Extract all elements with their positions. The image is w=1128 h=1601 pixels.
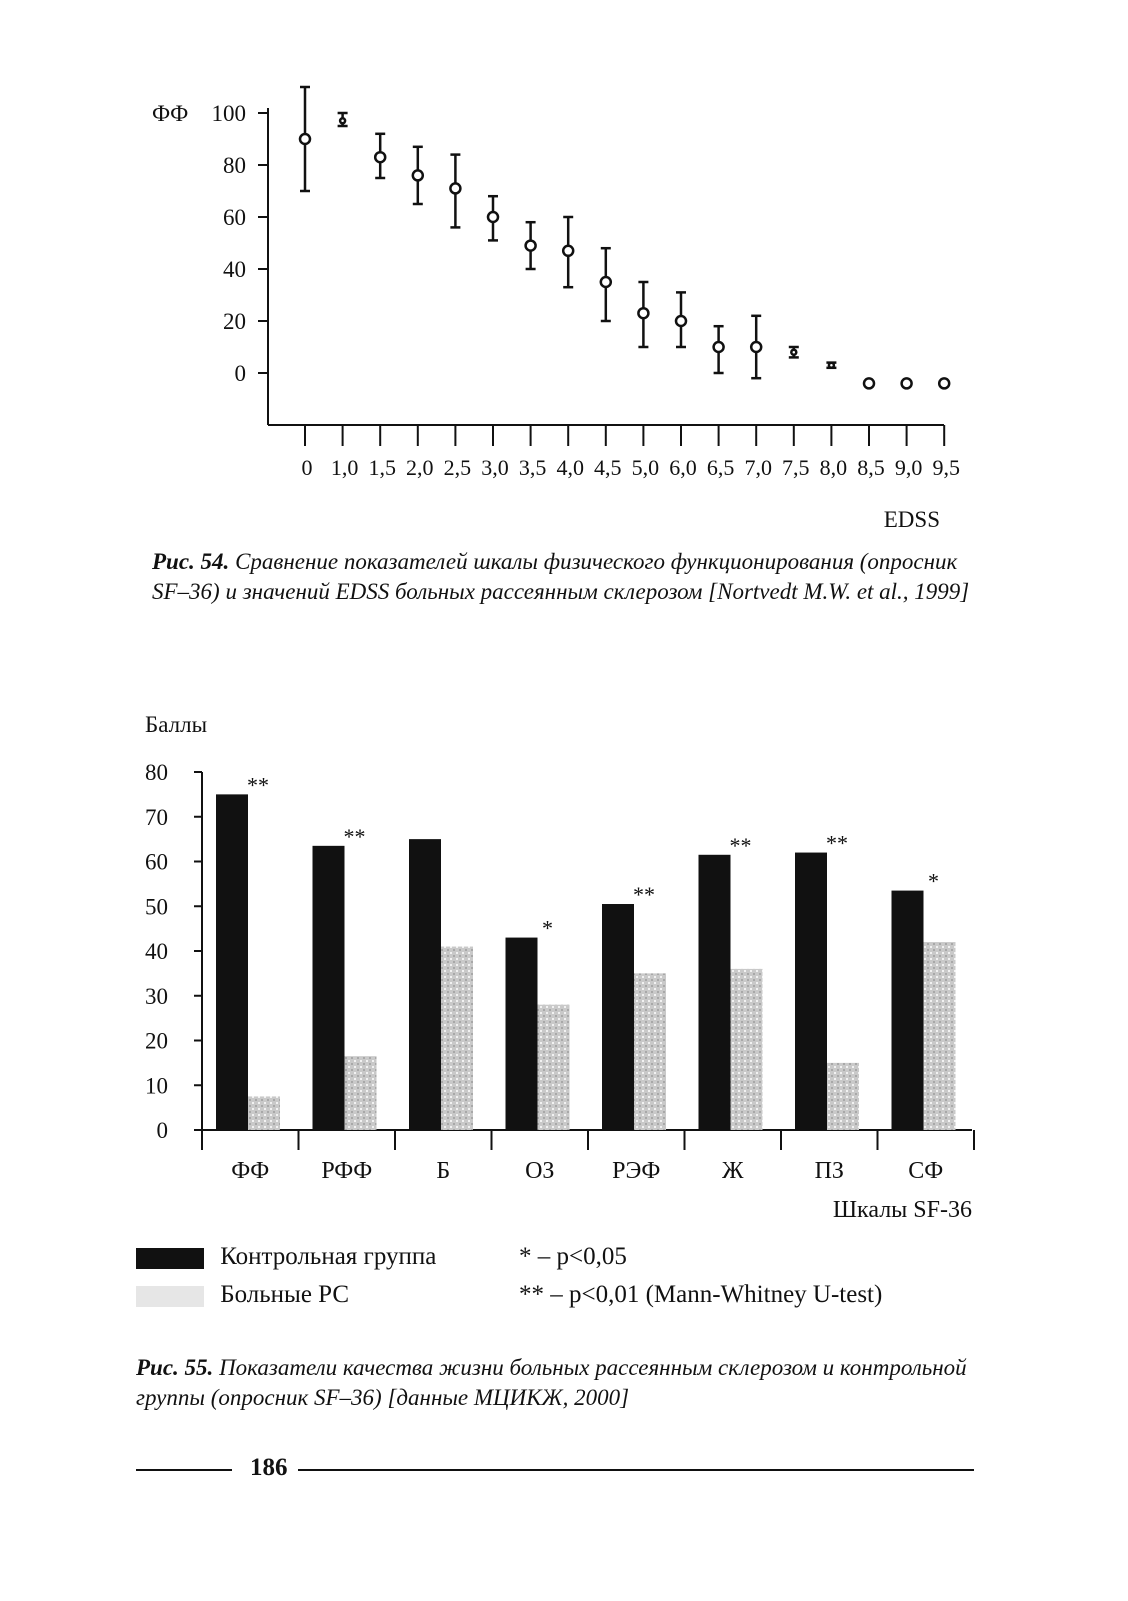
y-tick-label: 60 <box>223 205 246 230</box>
legend-swatch-patients <box>136 1286 204 1307</box>
bar-patients <box>634 973 666 1130</box>
data-point <box>939 378 949 388</box>
edss-scatter-chart <box>0 0 1128 540</box>
significance-marker: ** <box>343 823 366 849</box>
bar-patients <box>248 1096 280 1130</box>
significance-marker: ** <box>247 772 269 798</box>
data-point <box>751 342 761 352</box>
data-point <box>829 363 834 368</box>
bar-control <box>602 904 634 1130</box>
significance-marker: ** <box>633 882 655 908</box>
x-tick-label: 8,5 <box>857 455 885 480</box>
x-tick-label: 3,0 <box>481 455 509 480</box>
y-axis-label: ФФ <box>152 101 189 126</box>
legend-swatch-control <box>136 1248 204 1269</box>
x-tick-label: 4,0 <box>556 455 584 480</box>
significance-marker: ** <box>826 830 848 856</box>
figure-55-text: Показатели качества жизни больных рассеянным склерозом и контрольной группы (опросник SF–36) [данные МЦИКЖ, 2000] <box>136 1355 967 1410</box>
x-tick-label: 7,0 <box>744 455 772 480</box>
y-tick-label: 20 <box>145 1028 168 1054</box>
x-tick-label: 4,5 <box>594 455 622 480</box>
figure-54-caption <box>152 547 992 607</box>
data-point <box>300 134 310 144</box>
x-tick-label: 6,0 <box>669 455 697 480</box>
y-tick-label: 100 <box>211 101 246 126</box>
y-tick-label: 30 <box>145 983 168 1009</box>
y-tick-label: 20 <box>223 309 246 334</box>
x-tick-label: Б <box>436 1158 451 1184</box>
y-tick-label: 10 <box>145 1073 168 1099</box>
x-tick-label: СФ <box>908 1158 944 1184</box>
x-axis-label: Шкалы SF-36 <box>832 1197 972 1223</box>
x-tick-label: 9,5 <box>932 455 960 480</box>
x-tick-label: РФФ <box>321 1158 373 1184</box>
bar-patients <box>924 942 956 1130</box>
data-point <box>340 118 345 123</box>
legend-label-patients: Больные РС <box>220 1281 350 1308</box>
significance-marker: * <box>542 915 553 941</box>
data-point <box>601 277 611 287</box>
legend-label-control: Контрольная группа <box>220 1243 437 1270</box>
figure-54-text: Сравнение показателей шкалы физического функционирования (опросник SF–36) и значений EDSS больных рассеянным склерозом [Nortvedt M.W. et al., 1999] <box>152 549 970 604</box>
x-tick-label: 1,0 <box>330 455 359 480</box>
x-tick-label: 2,0 <box>406 455 434 480</box>
x-axis-label: EDSS <box>883 507 940 532</box>
x-tick-label: 0 <box>301 455 313 480</box>
y-axis-label: Баллы <box>145 712 208 737</box>
bar-patients <box>827 1063 859 1130</box>
x-tick-label: 1,5 <box>368 455 396 480</box>
legend-control <box>136 1243 436 1271</box>
data-point <box>563 246 573 256</box>
bar-control <box>216 794 248 1130</box>
figure-55-caption <box>136 1353 976 1413</box>
figure-55-label: Рис. 55. <box>136 1355 214 1380</box>
y-tick-label: 80 <box>145 760 168 785</box>
data-point <box>791 350 796 355</box>
y-tick-label: 40 <box>223 257 246 282</box>
y-tick-label: 60 <box>145 849 168 875</box>
bar-control <box>409 839 441 1130</box>
data-point <box>864 378 874 388</box>
figure-54-label: Рис. 54. <box>152 549 230 574</box>
bar-patients <box>345 1056 377 1130</box>
data-point <box>375 152 385 162</box>
y-tick-label: 40 <box>145 939 168 964</box>
data-point <box>450 183 460 193</box>
data-point <box>714 342 724 352</box>
bar-control <box>506 938 538 1130</box>
x-tick-label: 2,5 <box>443 455 472 480</box>
x-tick-label: ПЗ <box>814 1158 844 1184</box>
x-tick-label: РЭФ <box>612 1158 661 1184</box>
data-point <box>902 378 912 388</box>
x-tick-label: 3,5 <box>518 455 547 480</box>
bar-control <box>795 853 827 1130</box>
bar-control <box>313 846 345 1130</box>
data-point <box>526 241 536 251</box>
bar-patients <box>731 969 763 1130</box>
data-point <box>676 316 686 326</box>
significance-marker: * <box>928 868 939 894</box>
x-tick-label: 6,5 <box>706 455 735 480</box>
footer-rule-left <box>136 1469 232 1471</box>
x-tick-label: ОЗ <box>525 1158 555 1184</box>
y-tick-label: 0 <box>234 361 246 386</box>
bar-patients <box>538 1005 570 1130</box>
page-number: 186 <box>250 1454 288 1481</box>
y-tick-label: 70 <box>145 804 168 830</box>
x-tick-label: ФФ <box>231 1158 270 1184</box>
bar-control <box>699 855 731 1130</box>
footer-rule-right <box>298 1469 974 1471</box>
x-tick-label: Ж <box>721 1158 744 1184</box>
x-tick-label: 5,0 <box>631 455 660 480</box>
data-point <box>488 212 498 222</box>
significance-note-2: ** – p<0,01 (Mann-Whitney U-test) <box>519 1281 883 1308</box>
bar-patients <box>441 947 473 1130</box>
x-tick-label: 7,5 <box>782 455 810 480</box>
y-tick-label: 80 <box>223 153 246 178</box>
legend-patients <box>136 1281 349 1309</box>
sf36-bar-chart <box>0 700 1128 1240</box>
y-tick-label: 0 <box>156 1118 168 1143</box>
data-point <box>638 308 648 318</box>
significance-note-1: * – p<0,05 <box>519 1243 627 1270</box>
x-tick-label: 9,0 <box>894 455 923 480</box>
data-point <box>413 170 423 180</box>
bar-control <box>892 891 924 1130</box>
significance-marker: ** <box>729 832 752 858</box>
x-tick-label: 8,0 <box>819 455 848 480</box>
y-tick-label: 50 <box>145 894 168 920</box>
